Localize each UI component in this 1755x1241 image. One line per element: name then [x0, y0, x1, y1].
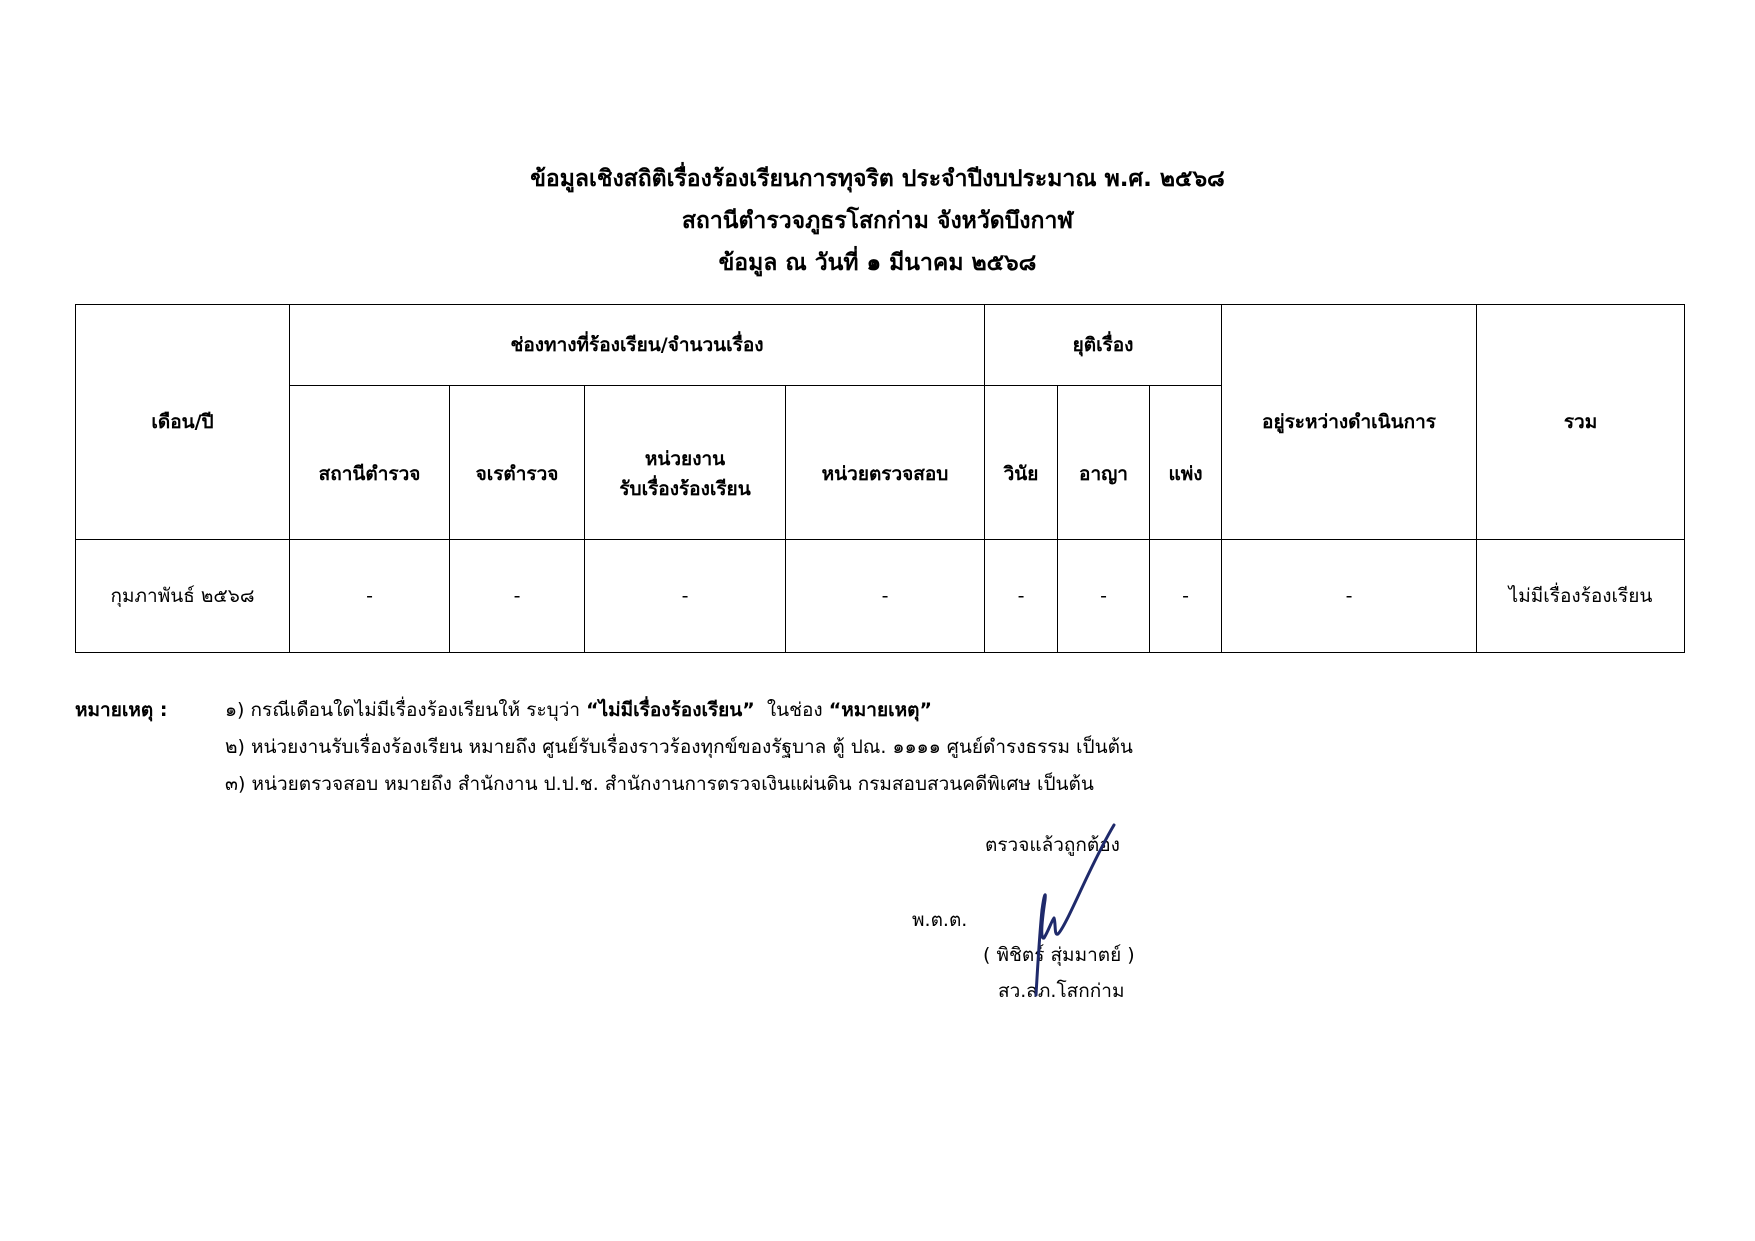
title-line-3: ข้อมูล ณ วันที่ ๑ มีนาคม ๒๕๖๘	[718, 250, 1037, 276]
header-channels-group: ช่องทางที่ร้องเรียน/จำนวนเรื่อง	[290, 305, 985, 386]
header-police-station: สถานีตำรวจ	[290, 386, 450, 540]
header-criminal: อาญา	[1058, 386, 1150, 540]
cell-month: กุมภาพันธ์ ๒๕๖๘	[76, 540, 290, 653]
header-row-1	[76, 305, 1685, 386]
cell-police-station: -	[290, 540, 450, 653]
notes-label: หมายเหตุ :	[75, 699, 168, 721]
document-title	[0, 158, 1755, 284]
table-row	[76, 540, 1685, 653]
header-audit-agency: หน่วยตรวจสอบ	[786, 386, 985, 540]
title-line-2: สถานีตำรวจภูธรโสกก่าม จังหวัดบึงกาฬ	[681, 208, 1074, 234]
cell-total: ไม่มีเรื่องร้องเรียน	[1477, 540, 1685, 653]
note-item-2: ๒) หน่วยงานรับเรื่องร้องเรียน หมายถึง ศูนย์รับเรื่องราวร้องทุกข์ของรัฐบาล ตู้ ปณ. ๑๑๑๑ ศูนย์ดำรงธรรม เป็นต้น	[225, 736, 1133, 758]
header-complaint-agency	[585, 386, 786, 540]
cell-audit-agency: -	[786, 540, 985, 653]
header-complaint-agency-line-1: หน่วยงาน	[644, 447, 726, 470]
verified-text: ตรวจแล้วถูกต้อง	[985, 834, 1120, 856]
header-civil: แพ่ง	[1150, 386, 1222, 540]
complaint-statistics-table	[75, 304, 1685, 653]
note-item-1-emphasis-2: “หมายเหตุ”	[828, 699, 932, 721]
cell-complaint-agency: -	[585, 540, 786, 653]
header-month-year: เดือน/ปี	[76, 305, 290, 540]
signature-stroke	[1036, 825, 1114, 995]
signer-name: ( พิชิตร์ สุ่มมาตย์ )	[983, 944, 1135, 966]
note-item-1-prefix: ๑) กรณีเดือนใดไม่มีเรื่องร้องเรียนให้ ระบุว่า	[225, 699, 587, 721]
handwritten-signature	[1018, 820, 1128, 1010]
note-item-3: ๓) หน่วยตรวจสอบ หมายถึง สำนักงาน ป.ป.ช. สำนักงานการตรวจเงินแผ่นดิน กรมสอบสวนคดีพิเศษ เป็นต้น	[225, 773, 1094, 795]
header-resolved-group: ยุติเรื่อง	[985, 305, 1222, 386]
note-item-1-emphasis-1: “ไม่มีเรื่องร้องเรียน”	[586, 699, 755, 721]
cell-criminal: -	[1058, 540, 1150, 653]
note-item-1-middle: ในช่อง	[754, 699, 829, 721]
cell-police-patrol: -	[450, 540, 585, 653]
cell-civil: -	[1150, 540, 1222, 653]
title-line-1: ข้อมูลเชิงสถิติเรื่องร้องเรียนการทุจริต ประจำปีงบประมาณ พ.ศ. ๒๕๖๘	[530, 166, 1225, 192]
cell-disciplinary: -	[985, 540, 1058, 653]
notes-list	[225, 692, 1425, 803]
signer-position: สว.สภ.โสกก่าม	[998, 980, 1125, 1002]
header-in-progress: อยู่ระหว่างดำเนินการ	[1222, 305, 1477, 540]
note-item-1	[225, 692, 1425, 729]
header-police-patrol: จเรตำรวจ	[450, 386, 585, 540]
header-total: รวม	[1477, 305, 1685, 540]
header-complaint-agency-line-2: รับเรื่องร้องเรียน	[619, 477, 751, 500]
header-disciplinary: วินัย	[985, 386, 1058, 540]
cell-in-progress: -	[1222, 540, 1477, 653]
signer-rank: พ.ต.ต.	[912, 909, 968, 931]
